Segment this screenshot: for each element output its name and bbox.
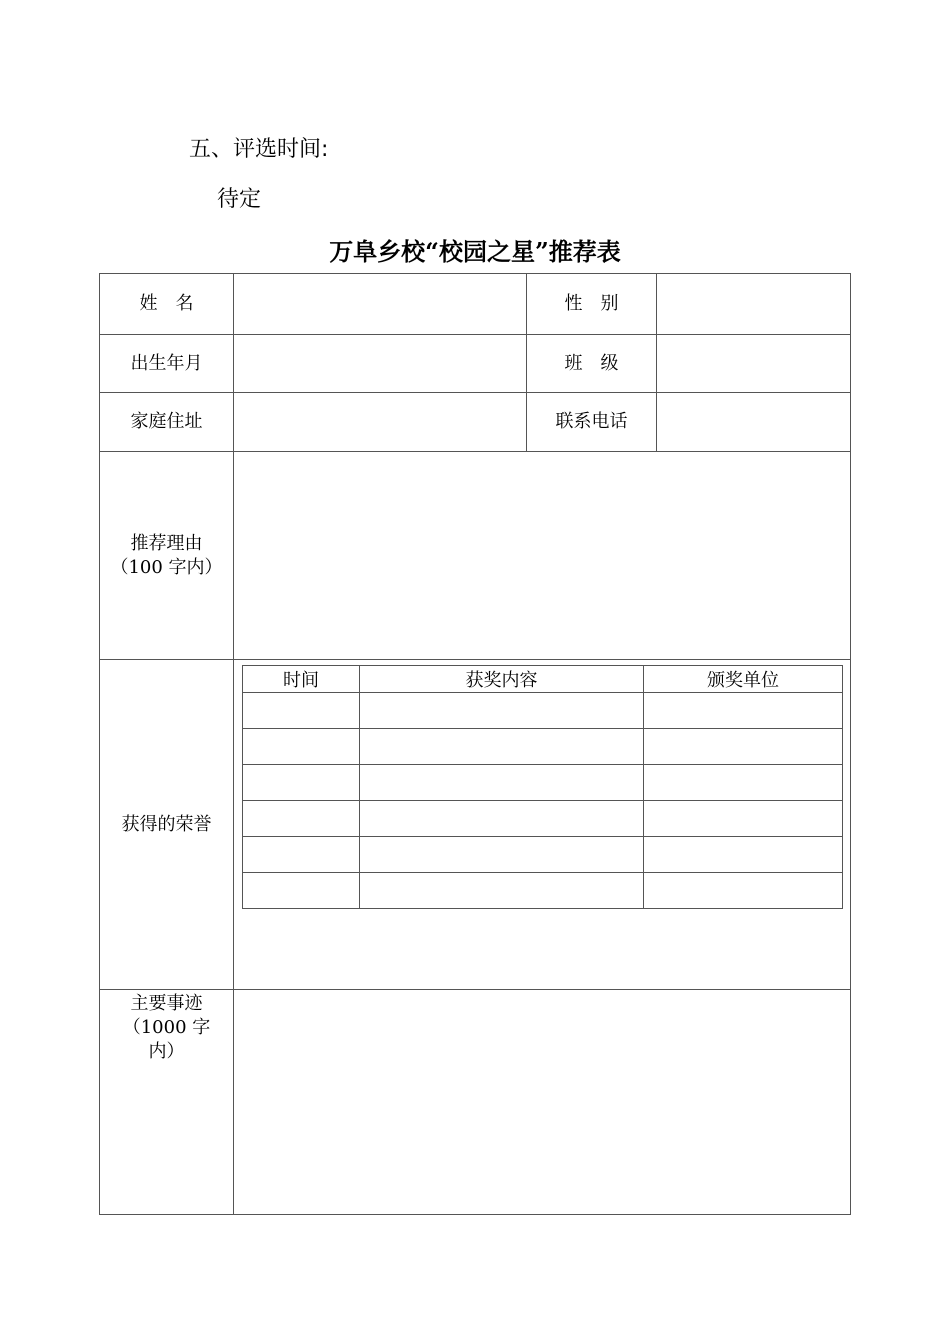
deeds-field[interactable] <box>234 990 850 1214</box>
reason-field[interactable] <box>234 452 850 659</box>
honors-cell[interactable] <box>644 693 842 728</box>
honors-cell[interactable] <box>360 801 643 836</box>
honors-header-time: 时间 <box>283 670 319 691</box>
honors-header-content: 获奖内容 <box>465 670 538 691</box>
honors-cell[interactable] <box>644 801 842 836</box>
phone-label: 联系电话 <box>555 411 628 432</box>
section-body: 待定 <box>217 187 262 212</box>
honors-cell[interactable] <box>360 837 643 872</box>
honors-cell[interactable] <box>644 765 842 800</box>
deeds-label-line1: 主要事迹 <box>130 993 203 1014</box>
class-field[interactable] <box>657 335 850 392</box>
deeds-label <box>100 990 233 1214</box>
form-title: 万阜乡校“校园之星”推荐表 <box>329 237 621 266</box>
name-label: 姓 名 <box>139 293 194 314</box>
honors-cell[interactable] <box>243 873 359 908</box>
reason-label-line1: 推荐理由 <box>130 532 203 554</box>
reason-label <box>100 452 233 659</box>
reason-label-line2: （100 字内） <box>110 556 223 578</box>
honors-cell[interactable] <box>360 873 643 908</box>
name-field[interactable] <box>234 274 526 334</box>
honors-table <box>242 665 843 909</box>
honors-header-issuer: 颁奖单位 <box>707 670 779 691</box>
class-label: 班 级 <box>564 352 619 374</box>
honors-cell[interactable] <box>360 693 643 728</box>
honors-cell[interactable] <box>243 693 359 728</box>
address-field[interactable] <box>234 393 526 451</box>
honors-cell[interactable] <box>644 837 842 872</box>
birth-label: 出生年月 <box>130 352 203 374</box>
gender-field[interactable] <box>657 274 850 334</box>
honors-cell[interactable] <box>360 729 643 764</box>
honors-cell[interactable] <box>360 765 643 800</box>
gender-label: 性 别 <box>564 293 619 314</box>
honors-label: 获得的荣誉 <box>121 813 212 835</box>
birth-field[interactable] <box>234 335 526 392</box>
honors-cell[interactable] <box>644 729 842 764</box>
honors-cell[interactable] <box>243 801 359 836</box>
honors-cell[interactable] <box>243 765 359 800</box>
section-heading: 五、评选时间: <box>189 137 329 162</box>
recommendation-form <box>99 273 851 1215</box>
address-label: 家庭住址 <box>130 411 203 432</box>
deeds-label-line3: 内） <box>148 1041 185 1062</box>
phone-field[interactable] <box>657 393 850 451</box>
deeds-label-line2: （1000 字 <box>122 1017 211 1038</box>
honors-cell[interactable] <box>243 729 359 764</box>
honors-cell[interactable] <box>243 837 359 872</box>
honors-cell[interactable] <box>644 873 842 908</box>
